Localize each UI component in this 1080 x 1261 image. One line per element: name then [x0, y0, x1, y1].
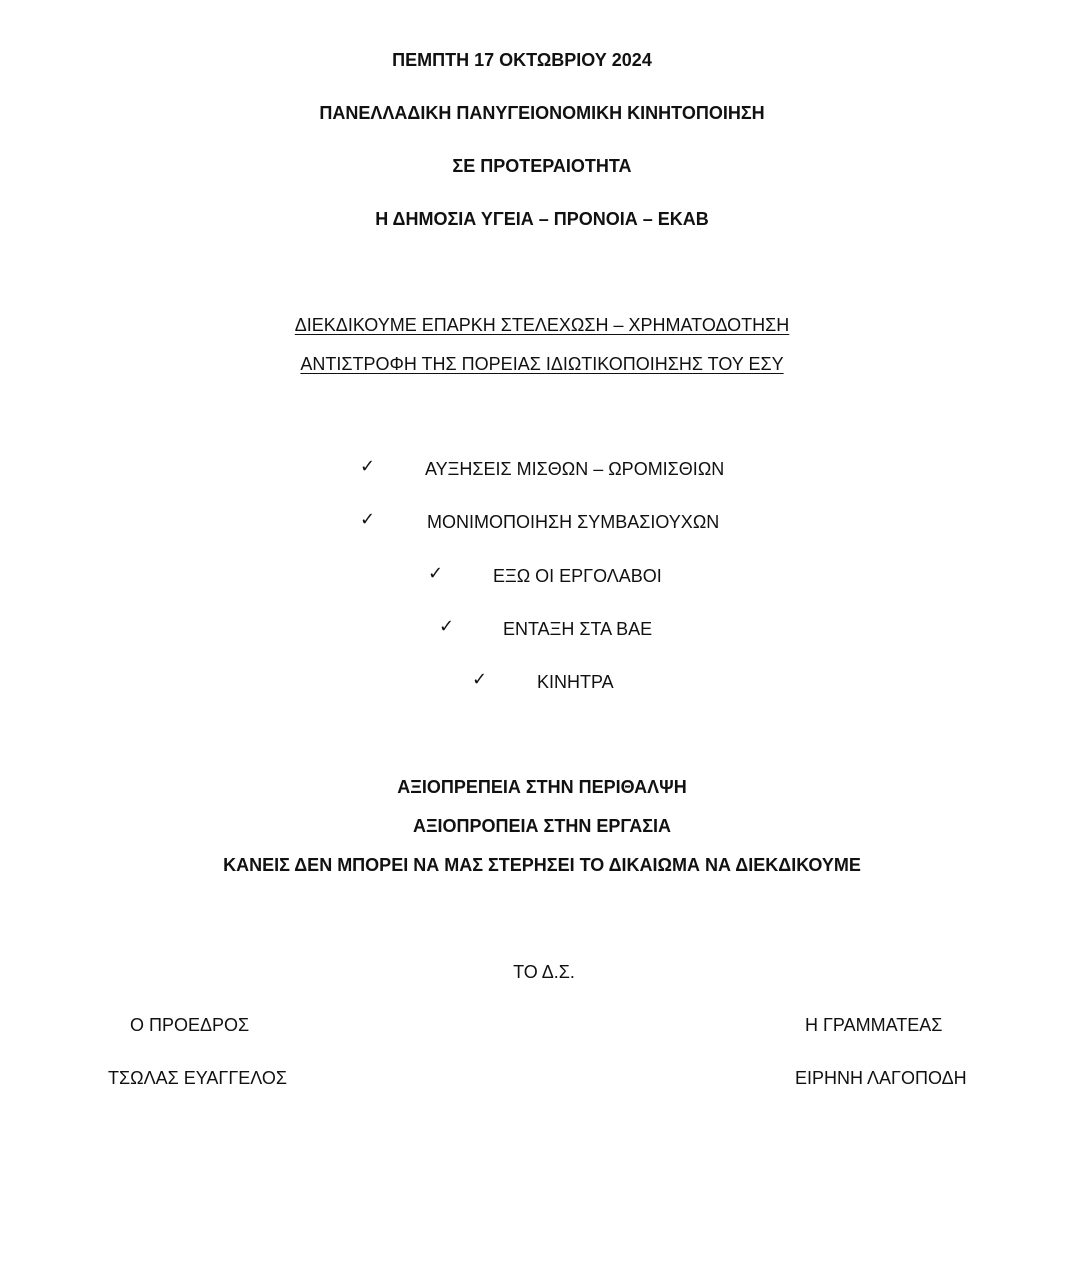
president-title: Ο ΠΡΟΕΔΡΟΣ: [130, 1015, 250, 1035]
president-name: ΤΣΩΛΑΣ ΕΥΑΓΓΕΛΟΣ: [108, 1068, 288, 1088]
checkmark-icon: ✓: [428, 563, 444, 584]
secretary-name: ΕΙΡΗΝΗ ΛΑΓΟΠΟΔΗ: [795, 1068, 967, 1088]
checkmark-icon: ✓: [360, 509, 376, 530]
slogan-line-1: ΑΞΙΟΠΡΕΠΕΙΑ ΣΤΗΝ ΠΕΡΙΘΑΛΨΗ: [397, 777, 687, 797]
checkmark-icon: ✓: [439, 616, 455, 637]
claims-line-2: ΑΝΤΙΣΤΡΟΦΗ ΤΗΣ ΠΟΡΕΙΑΣ ΙΔΙΩΤΙΚΟΠΟΙΗΣΗΣ ΤΟΥ ΕΣΥ: [300, 354, 784, 374]
header-priority: ΣΕ ΠΡΟΤΕΡΑΙΟΤΗΤΑ: [452, 156, 632, 176]
checklist-item-salaries: ΑΥΞΗΣΕΙΣ ΜΙΣΘΩΝ – ΩΡΟΜΙΣΘΙΩΝ: [425, 459, 725, 479]
board-signature: ΤΟ Δ.Σ.: [513, 962, 575, 982]
header-date: ΠΕΜΠΤΗ 17 ΟΚΤΩΒΡΙΟΥ 2024: [392, 50, 652, 70]
checkmark-icon: ✓: [472, 669, 488, 690]
checklist-item-permanent-staff: ΜΟΝΙΜΟΠΟΙΗΣΗ ΣΥΜΒΑΣΙΟΥΧΩΝ: [427, 512, 720, 532]
secretary-title: Η ΓΡΑΜΜΑΤΕΑΣ: [805, 1015, 943, 1035]
header-sectors: Η ΔΗΜΟΣΙΑ ΥΓΕΙΑ – ΠΡΟΝΟΙΑ – ΕΚΑΒ: [375, 209, 709, 229]
header-title: ΠΑΝΕΛΛΑΔΙΚΗ ΠΑΝΥΓΕΙΟΝΟΜΙΚΗ ΚΙΝΗΤΟΠΟΙΗΣΗ: [319, 103, 765, 123]
claims-line-1: ΔΙΕΚΔΙΚΟΥΜΕ ΕΠΑΡΚΗ ΣΤΕΛΕΧΩΣΗ – ΧΡΗΜΑΤΟΔΟΤΗΣΗ: [294, 315, 790, 335]
slogan-line-3: ΚΑΝΕΙΣ ΔΕΝ ΜΠΟΡΕΙ ΝΑ ΜΑΣ ΣΤΕΡΗΣΕΙ ΤΟ ΔΙΚΑΙΩΜΑ ΝΑ ΔΙΕΚΔΙΚΟΥΜΕ: [223, 855, 861, 875]
slogan-line-2: ΑΞΙΟΠΡΟΠΕΙΑ ΣΤΗΝ ΕΡΓΑΣΙΑ: [412, 816, 672, 836]
checklist-item-incentives: ΚΙΝΗΤΡΑ: [537, 672, 614, 692]
checklist-item-bae: ΕΝΤΑΞΗ ΣΤΑ ΒΑΕ: [503, 619, 653, 639]
checklist-item-contractors: ΕΞΩ ΟΙ ΕΡΓΟΛΑΒΟΙ: [493, 566, 662, 586]
checkmark-icon: ✓: [360, 456, 376, 477]
